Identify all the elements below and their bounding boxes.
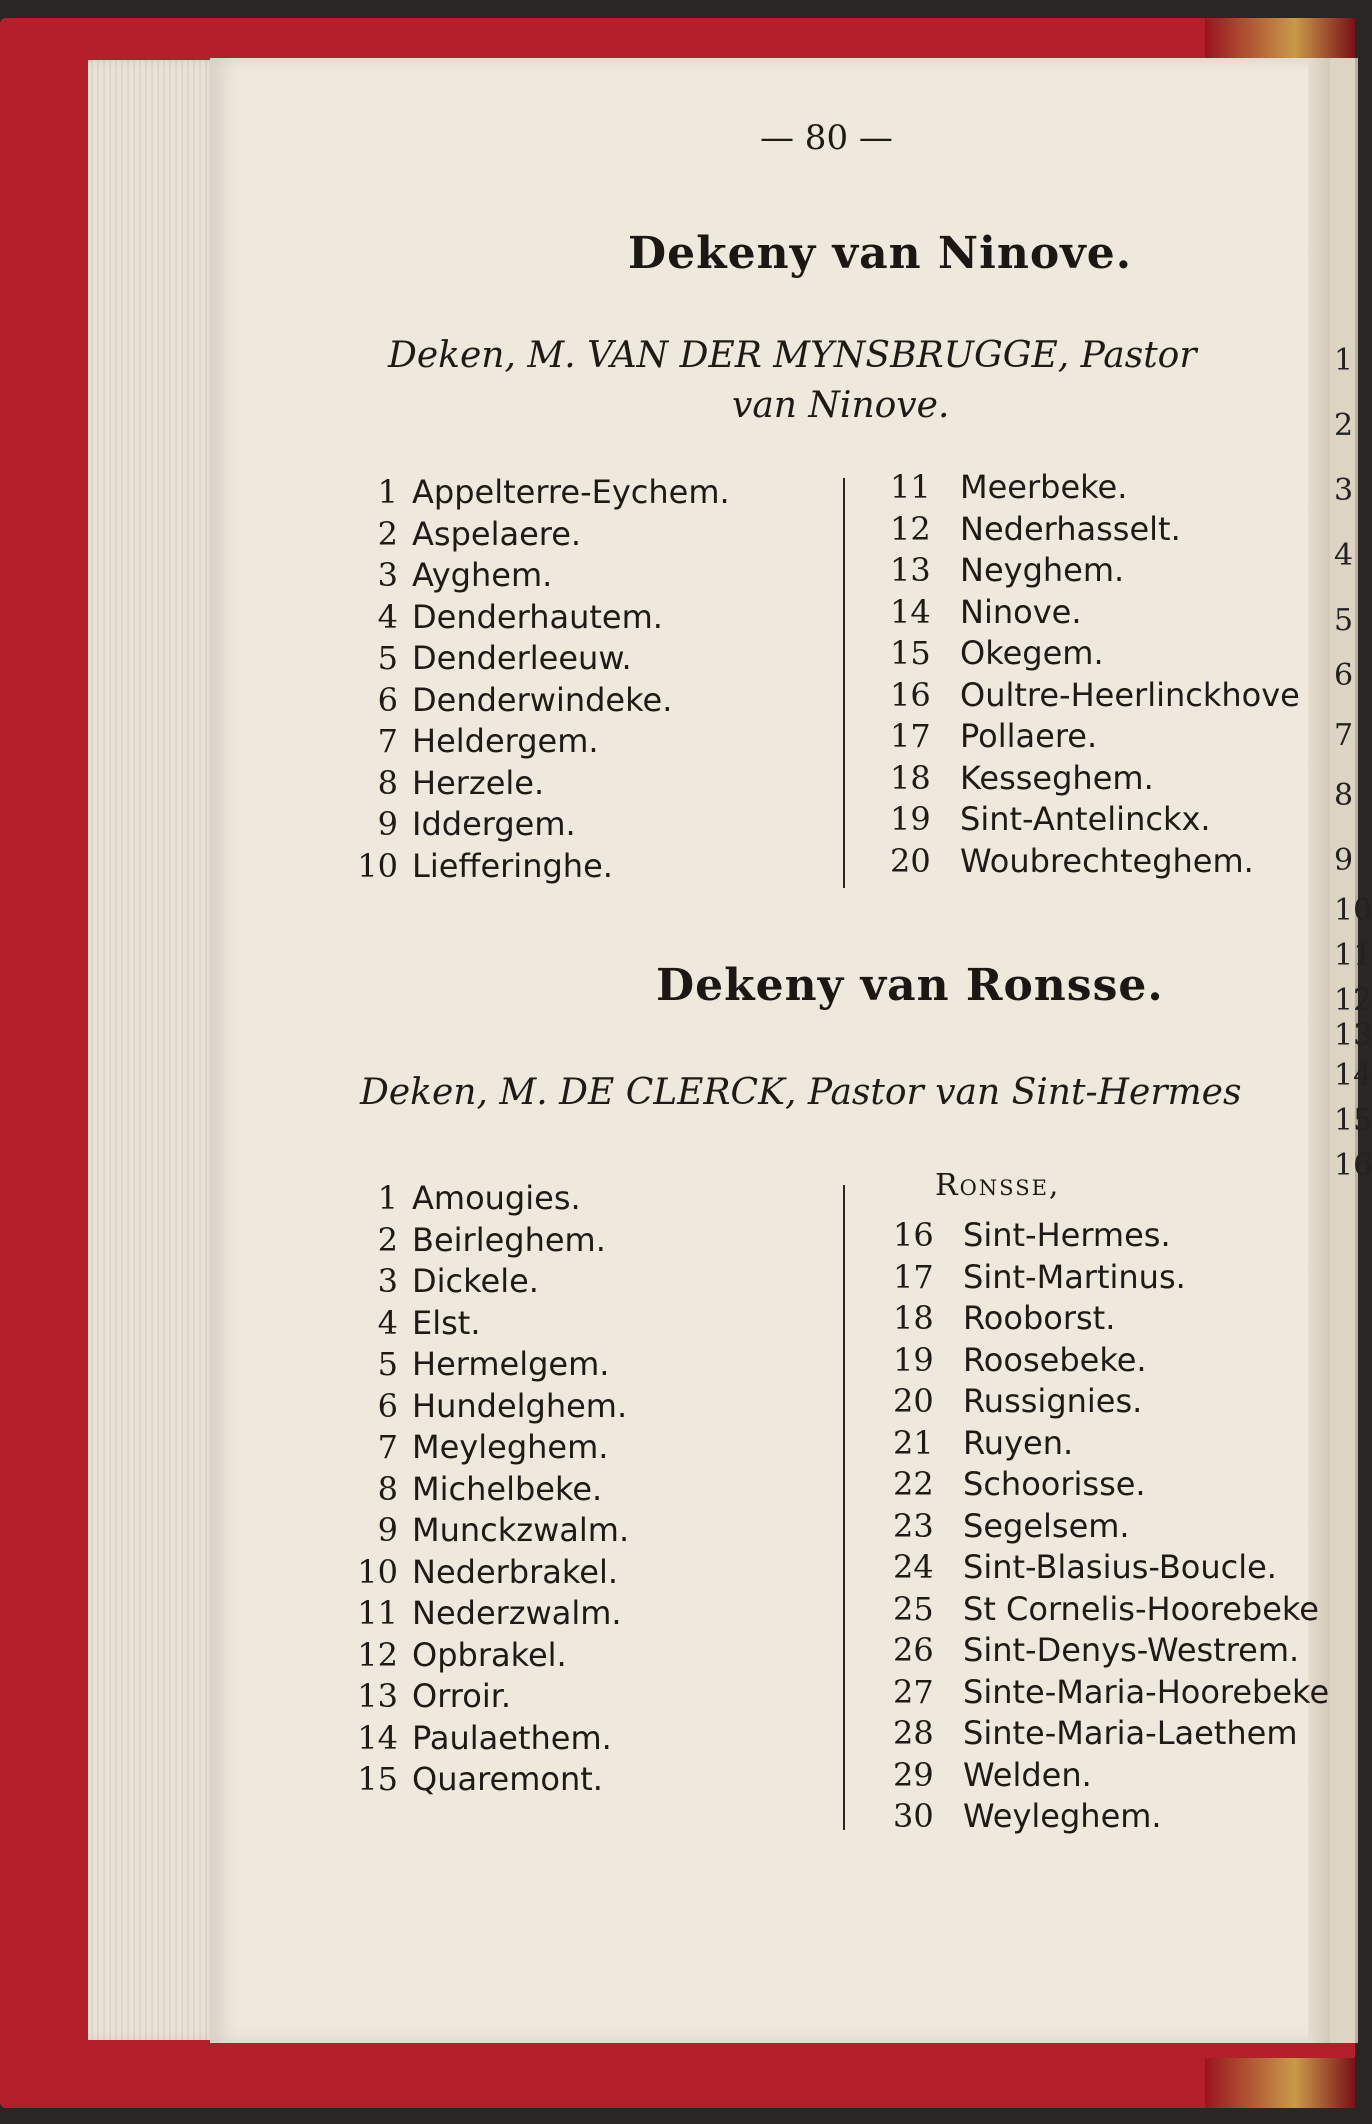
list-item bbox=[338, 1427, 629, 1469]
edge-number: 13 bbox=[1334, 1018, 1372, 1053]
parish-name: Oultre-Heerlinckhove bbox=[960, 675, 1300, 714]
parish-number: 13 bbox=[357, 1677, 398, 1715]
parish-number: 1 bbox=[377, 1179, 398, 1217]
parish-number: 19 bbox=[893, 1340, 934, 1379]
list-item bbox=[890, 509, 1300, 551]
parish-name: Sint-Hermes. bbox=[963, 1216, 1171, 1254]
parish-number: 3 bbox=[377, 1262, 398, 1300]
next-page-edge bbox=[1330, 58, 1372, 2043]
list-item bbox=[893, 1547, 1329, 1589]
section-title-ronsse: Dekeny van Ronsse. bbox=[656, 960, 1164, 1011]
list-item bbox=[338, 1759, 629, 1801]
list-item bbox=[893, 1423, 1329, 1465]
parish-name: Neyghem. bbox=[960, 551, 1125, 589]
list-item bbox=[890, 799, 1300, 841]
parish-name: Elst. bbox=[412, 1303, 481, 1342]
parish-name: Welden. bbox=[963, 1755, 1092, 1794]
parish-list-ronsse-right bbox=[893, 1215, 1329, 1838]
parish-name: Quaremont. bbox=[412, 1760, 603, 1798]
parish-number: 17 bbox=[893, 1257, 934, 1296]
parish-number: 26 bbox=[893, 1631, 934, 1669]
parish-number: 25 bbox=[893, 1589, 934, 1628]
list-item bbox=[338, 1469, 629, 1511]
parish-number: 9 bbox=[377, 1511, 398, 1549]
edge-number: 1 bbox=[1334, 343, 1354, 378]
parish-number: 2 bbox=[377, 1220, 398, 1259]
parish-name: Denderleeuw. bbox=[412, 639, 632, 677]
parish-number: 5 bbox=[377, 1345, 398, 1383]
list-item bbox=[893, 1381, 1329, 1423]
list-item bbox=[338, 1261, 629, 1303]
parish-name: Meerbeke. bbox=[960, 468, 1128, 506]
list-item bbox=[893, 1340, 1329, 1382]
parish-name: Denderwindeke. bbox=[412, 680, 673, 719]
parish-name: Appelterre-Eychem. bbox=[412, 473, 730, 511]
parish-number: 24 bbox=[893, 1548, 934, 1586]
parish-number: 23 bbox=[893, 1506, 934, 1545]
parish-number: 6 bbox=[377, 680, 398, 719]
parish-name: Amougies. bbox=[412, 1179, 581, 1217]
edge-number: 9 bbox=[1334, 843, 1354, 878]
list-item bbox=[890, 550, 1300, 592]
parish-name: Sinte-Maria-Hoorebeke bbox=[963, 1672, 1330, 1711]
parish-name: St Cornelis-Hoorebeke bbox=[963, 1589, 1319, 1628]
list-item bbox=[893, 1755, 1329, 1797]
list-item bbox=[890, 675, 1300, 717]
parish-number: 8 bbox=[377, 1469, 398, 1508]
list-item bbox=[338, 1510, 629, 1552]
parish-number: 6 bbox=[377, 1386, 398, 1425]
parish-number: 4 bbox=[377, 1303, 398, 1342]
parish-number: 14 bbox=[357, 1718, 398, 1757]
parish-name: Russignies. bbox=[963, 1382, 1143, 1420]
list-item bbox=[890, 592, 1300, 634]
edge-number: 2 bbox=[1334, 408, 1354, 443]
parish-name: Sint-Antelinckx. bbox=[960, 800, 1211, 838]
parish-name: Dickele. bbox=[412, 1262, 539, 1300]
page-number: — 80 — bbox=[760, 118, 893, 158]
parish-number: 8 bbox=[377, 763, 398, 802]
deken-line-ronsse: Deken, M. DE CLERCK, Pastor van Sint-Hermes bbox=[360, 1072, 1242, 1113]
parish-number: 7 bbox=[377, 1428, 398, 1466]
parish-list-ronsse-left bbox=[338, 1178, 629, 1801]
page-edges bbox=[88, 60, 218, 2040]
list-item bbox=[338, 1386, 629, 1428]
deken-line-ninove-1: Deken, M. VAN DER MYNSBRUGGE, Pastor bbox=[388, 335, 1197, 376]
parish-name: Kesseghem. bbox=[960, 758, 1154, 797]
parish-number: 14 bbox=[890, 592, 931, 631]
parish-name: Heldergem. bbox=[412, 722, 599, 760]
list-item bbox=[338, 680, 730, 722]
edge-number: 12 bbox=[1334, 983, 1372, 1018]
edge-number: 8 bbox=[1334, 778, 1354, 813]
list-item bbox=[893, 1464, 1329, 1506]
list-item bbox=[338, 1220, 629, 1262]
parish-number: 28 bbox=[893, 1714, 934, 1752]
parish-number: 11 bbox=[357, 1594, 398, 1632]
parish-number: 13 bbox=[890, 551, 931, 589]
deken-line-ninove-2: van Ninove. bbox=[732, 385, 950, 426]
parish-number: 22 bbox=[893, 1465, 934, 1503]
parish-name: Opbrakel. bbox=[412, 1635, 567, 1674]
parish-number: 12 bbox=[890, 509, 931, 548]
parish-name: Weyleghem. bbox=[963, 1797, 1162, 1835]
list-item bbox=[338, 1178, 629, 1220]
parish-name: Michelbeke. bbox=[412, 1469, 603, 1508]
parish-number: 3 bbox=[377, 556, 398, 594]
list-item bbox=[338, 846, 730, 888]
parish-number: 19 bbox=[890, 800, 931, 838]
list-item bbox=[338, 514, 730, 556]
section-title-ninove: Dekeny van Ninove. bbox=[628, 228, 1133, 279]
parish-name: Meyleghem. bbox=[412, 1428, 609, 1466]
parish-number: 17 bbox=[890, 717, 931, 755]
list-item bbox=[893, 1713, 1329, 1755]
parish-name: Iddergem. bbox=[412, 805, 576, 843]
parish-number: 10 bbox=[357, 1552, 398, 1591]
parish-number: 1 bbox=[377, 473, 398, 511]
list-item bbox=[893, 1672, 1329, 1714]
parish-name: Sint-Denys-Westrem. bbox=[963, 1631, 1300, 1669]
parish-number: 16 bbox=[890, 675, 931, 714]
list-item bbox=[338, 1676, 629, 1718]
list-item bbox=[338, 472, 730, 514]
parish-number: 12 bbox=[357, 1635, 398, 1674]
parish-number: 4 bbox=[377, 597, 398, 636]
parish-number: 20 bbox=[893, 1382, 934, 1420]
parish-number: 15 bbox=[890, 634, 931, 672]
parish-name: Beirleghem. bbox=[412, 1220, 606, 1259]
parish-name: Ninove. bbox=[960, 592, 1082, 631]
parish-name: Segelsem. bbox=[963, 1506, 1130, 1545]
parish-name: Rooborst. bbox=[963, 1299, 1116, 1337]
parish-list-ninove-right bbox=[890, 467, 1300, 882]
edge-number: 14 bbox=[1334, 1058, 1372, 1093]
cover-corner-ornament-bottom bbox=[1205, 2058, 1355, 2108]
edge-number: 11 bbox=[1334, 938, 1372, 973]
list-item bbox=[338, 1303, 629, 1345]
list-item bbox=[893, 1796, 1329, 1838]
parish-name: Ayghem. bbox=[412, 556, 553, 594]
list-item bbox=[338, 1593, 629, 1635]
list-item bbox=[338, 1552, 629, 1594]
list-item bbox=[890, 467, 1300, 509]
list-item bbox=[893, 1630, 1329, 1672]
parish-number: 18 bbox=[890, 758, 931, 797]
parish-name: Sinte-Maria-Laethem bbox=[963, 1714, 1298, 1752]
parish-number: 10 bbox=[357, 846, 398, 885]
edge-number: 6 bbox=[1334, 658, 1354, 693]
parish-number: 20 bbox=[890, 841, 931, 880]
parish-name: Herzele. bbox=[412, 763, 545, 802]
parish-name: Pollaere. bbox=[960, 717, 1098, 755]
edge-number: 4 bbox=[1334, 538, 1354, 573]
parish-number: 15 bbox=[357, 1760, 398, 1798]
parish-name: Orroir. bbox=[412, 1677, 512, 1715]
edge-number: 3 bbox=[1334, 473, 1354, 508]
edge-number: 16 bbox=[1334, 1148, 1372, 1183]
list-item bbox=[893, 1506, 1329, 1548]
list-item bbox=[893, 1298, 1329, 1340]
parish-list-ninove-left bbox=[338, 472, 730, 887]
list-item bbox=[338, 1635, 629, 1677]
list-item bbox=[893, 1257, 1329, 1299]
parish-name: Paulaethem. bbox=[412, 1718, 612, 1757]
edge-number: 7 bbox=[1334, 718, 1354, 753]
parish-name: Nederbrakel. bbox=[412, 1552, 618, 1591]
edge-number: 15 bbox=[1334, 1103, 1372, 1138]
parish-name: Denderhautem. bbox=[412, 597, 663, 636]
parish-number: 27 bbox=[893, 1672, 934, 1711]
edge-number: 10 bbox=[1334, 893, 1372, 928]
parish-number: 5 bbox=[377, 639, 398, 677]
list-item bbox=[338, 555, 730, 597]
list-item bbox=[890, 716, 1300, 758]
parish-number: 18 bbox=[893, 1299, 934, 1337]
list-item bbox=[890, 758, 1300, 800]
list-item bbox=[338, 1718, 629, 1760]
parish-number: 16 bbox=[893, 1216, 934, 1254]
list-item bbox=[338, 597, 730, 639]
list-item bbox=[338, 638, 730, 680]
list-item bbox=[890, 633, 1300, 675]
parish-name: Munckzwalm. bbox=[412, 1511, 630, 1549]
parish-number: 2 bbox=[377, 514, 398, 553]
parish-name: Aspelaere. bbox=[412, 514, 582, 553]
parish-number: 29 bbox=[893, 1755, 934, 1794]
parish-number: 7 bbox=[377, 722, 398, 760]
list-item bbox=[338, 721, 730, 763]
parish-name: Schoorisse. bbox=[963, 1465, 1146, 1503]
list-item bbox=[890, 841, 1300, 883]
parish-name: Sint-Blasius-Boucle. bbox=[963, 1548, 1277, 1586]
parish-name: Liefferinghe. bbox=[412, 846, 613, 885]
list-item bbox=[338, 1344, 629, 1386]
edge-number: 5 bbox=[1334, 603, 1354, 638]
parish-name: Okegem. bbox=[960, 634, 1104, 672]
parish-name: Sint-Martinus. bbox=[963, 1257, 1186, 1296]
list-item bbox=[893, 1215, 1329, 1257]
ronsse-heading: Ronsse, bbox=[935, 1168, 1061, 1203]
parish-number: 9 bbox=[377, 805, 398, 843]
parish-number: 11 bbox=[890, 468, 931, 506]
parish-name: Ruyen. bbox=[963, 1423, 1074, 1462]
parish-name: Nederzwalm. bbox=[412, 1594, 622, 1632]
column-divider bbox=[843, 1185, 845, 1830]
parish-name: Roosebeke. bbox=[963, 1340, 1147, 1379]
parish-name: Hundelghem. bbox=[412, 1386, 628, 1425]
parish-name: Nederhasselt. bbox=[960, 509, 1181, 548]
column-divider bbox=[843, 478, 845, 888]
parish-number: 30 bbox=[893, 1797, 934, 1835]
list-item bbox=[338, 804, 730, 846]
list-item bbox=[338, 763, 730, 805]
parish-name: Woubrechteghem. bbox=[960, 841, 1254, 880]
parish-number: 21 bbox=[893, 1423, 934, 1462]
list-item bbox=[893, 1589, 1329, 1631]
parish-name: Hermelgem. bbox=[412, 1345, 610, 1383]
